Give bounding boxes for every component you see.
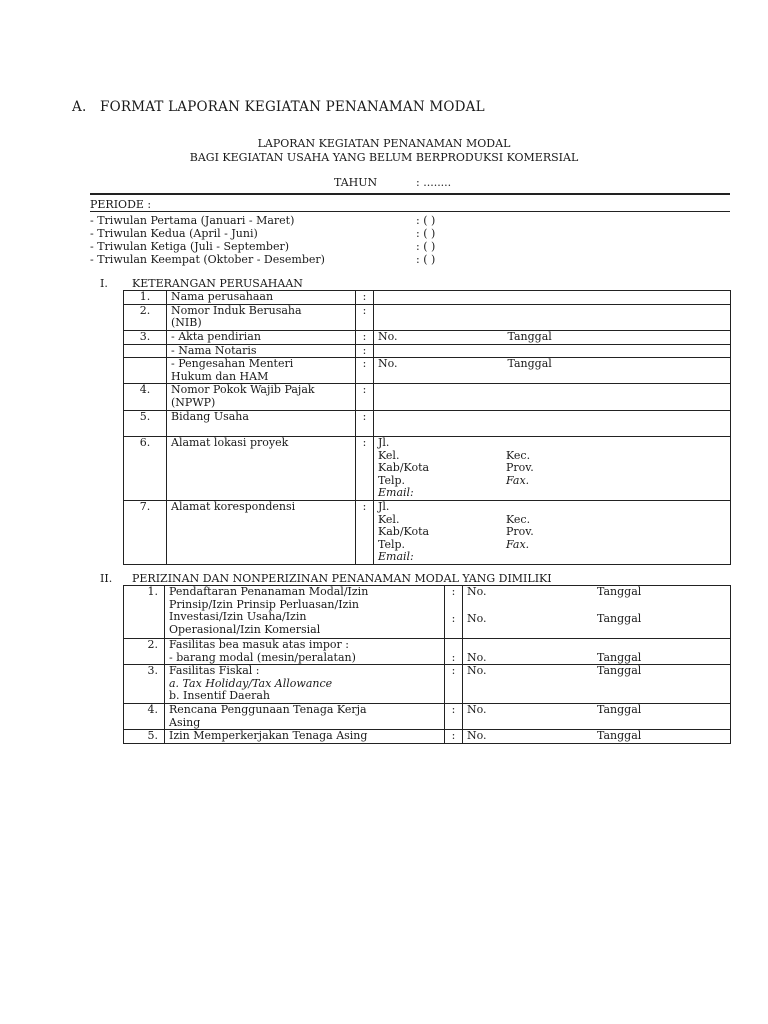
address-email: Email: — [378, 486, 414, 499]
row-label-line: Investasi/Izin Usaha/Izin — [169, 610, 307, 623]
address-kab-prov — [378, 526, 726, 539]
row-label-line: Asing — [169, 715, 201, 729]
row-label: Nama perusahaan — [167, 291, 356, 305]
periode-item-label: - Triwulan Pertama (Januari - Maret) — [90, 214, 295, 227]
no-label: No. — [467, 585, 487, 598]
row-number: 2. — [124, 639, 165, 665]
row-value-field[interactable] — [374, 304, 731, 330]
row-colon: : — [445, 665, 463, 704]
row-colon: : — [356, 291, 374, 305]
periode-item — [90, 253, 730, 266]
no-label: No. — [378, 357, 398, 370]
row-value-field[interactable] — [463, 665, 731, 704]
row-colon-b: : — [451, 611, 456, 625]
periode-item — [90, 214, 730, 227]
section-heading: FORMAT LAPORAN KEGIATAN PENANAMAN MODAL — [100, 99, 485, 115]
section2-title: PERIZINAN DAN NONPERIZINAN PENANAMAN MODAL YANG DIMILIKI — [132, 572, 552, 585]
address-jl: Jl. — [378, 500, 390, 513]
row-label-line: - Pengesahan Menteri — [171, 357, 294, 370]
row-value-field[interactable] — [463, 730, 731, 744]
row-value-field[interactable] — [463, 586, 731, 639]
address-telp: Telp. — [378, 473, 406, 487]
periode-item-label: - Triwulan Kedua (April - Juni) — [90, 227, 258, 240]
tanggal-label: Tanggal — [507, 357, 552, 370]
row-label — [165, 665, 445, 704]
periode-label: PERIODE : — [90, 198, 152, 211]
value-line-a — [467, 586, 726, 599]
top-rule — [90, 193, 730, 195]
row-colon: : — [445, 730, 463, 744]
address-block[interactable] — [374, 501, 731, 565]
row-label-line: Pendaftaran Penanaman Modal/Izin — [169, 585, 369, 598]
table-row — [124, 665, 731, 704]
table-row — [124, 730, 731, 744]
row-number: 2. — [124, 304, 167, 330]
table-row — [124, 330, 731, 344]
row-number — [124, 344, 167, 358]
periode-item — [90, 227, 730, 240]
address-kec: Kec. — [506, 512, 531, 526]
row-number — [124, 358, 167, 384]
row-number: 6. — [124, 437, 167, 501]
row-label-line: Operasional/Izin Komersial — [169, 622, 321, 636]
table-row — [124, 358, 731, 384]
row-label-line: Nomor Induk Berusaha — [171, 303, 302, 317]
row-label-line: Nomor Pokok Wajib Pajak — [171, 383, 315, 396]
address-fax: Fax. — [506, 473, 530, 487]
row-value-field[interactable] — [374, 358, 731, 384]
row-sublabel-insentif: b. Insentif Daerah — [169, 689, 270, 702]
address-fax: Fax. — [506, 537, 530, 551]
row-value-field[interactable] — [374, 330, 731, 344]
value-line-b — [467, 613, 726, 626]
no-label: No. — [467, 664, 487, 677]
tanggal-label: Tanggal — [597, 729, 642, 742]
table-row — [124, 344, 731, 358]
no-label: No. — [467, 703, 487, 716]
row-colon: : — [356, 304, 374, 330]
address-kel-kec — [378, 514, 726, 527]
row-value-field[interactable] — [374, 291, 731, 305]
address-prov: Prov. — [506, 461, 534, 474]
table-row — [124, 704, 731, 730]
row-value-field[interactable] — [463, 639, 731, 665]
periode-item-value: : ( ) — [416, 214, 436, 227]
row-colon: : — [356, 411, 374, 437]
row-label-line: (NPWP) — [171, 395, 216, 409]
row-label — [165, 586, 445, 639]
address-telp-fax — [378, 475, 726, 488]
table-row — [124, 437, 731, 501]
row-number: 4. — [124, 384, 167, 411]
section-letter: A. — [72, 99, 87, 115]
row-colon: : — [356, 501, 374, 565]
row-value-field[interactable] — [374, 344, 731, 358]
row-label-line: Prinsip/Izin Prinsip Perluasan/Izin — [169, 597, 359, 611]
table-row — [124, 639, 731, 665]
row-label-line: Fasilitas Fiskal : — [169, 664, 260, 677]
document-title-line1: LAPORAN KEGIATAN PENANAMAN MODAL — [257, 137, 511, 150]
section1-title: KETERANGAN PERUSAHAAN — [132, 277, 303, 290]
row-label: Izin Memperkerjakan Tenaga Asing — [165, 730, 445, 744]
address-telp-fax — [378, 539, 726, 552]
tanggal-label: Tanggal — [507, 329, 552, 343]
periode-item-value: : ( ) — [416, 227, 436, 240]
address-kab-prov — [378, 462, 726, 475]
periode-item-label: - Triwulan Keempat (Oktober - Desember) — [90, 253, 325, 266]
periode-item-label: - Triwulan Ketiga (Juli - September) — [90, 240, 290, 253]
section2-roman: II. — [100, 572, 113, 585]
periode-item — [90, 240, 730, 253]
address-block[interactable] — [374, 437, 731, 501]
row-label: Alamat lokasi proyek — [167, 437, 356, 501]
row-label: - Akta pendirian — [167, 330, 356, 344]
address-kab: Kab/Kota — [378, 525, 430, 538]
tanggal-label: Tanggal — [597, 650, 642, 664]
no-label: No. — [467, 611, 487, 625]
address-kab: Kab/Kota — [378, 461, 430, 474]
address-kel: Kel. — [378, 512, 400, 526]
table-row — [124, 586, 731, 639]
section1-roman: I. — [100, 277, 108, 290]
document-title-line2: BAGI KEGIATAN USAHA YANG BELUM BERPRODUKSI KOMERSIAL — [189, 151, 579, 164]
table-row — [124, 291, 731, 305]
row-colon: : — [356, 330, 374, 344]
row-colon: : — [356, 437, 374, 501]
row-colon: : — [445, 704, 463, 730]
row-number: 7. — [124, 501, 167, 565]
row-label — [165, 704, 445, 730]
row-colon-a: : — [451, 585, 456, 598]
row-label — [167, 384, 356, 411]
tahun-value: : ........ — [416, 176, 452, 189]
no-label: No. — [467, 729, 487, 742]
row-label: Alamat korespondensi — [167, 501, 356, 565]
row-label: Bidang Usaha — [167, 411, 356, 437]
row-label — [167, 358, 356, 384]
row-label — [167, 304, 356, 330]
row-number: 1. — [124, 586, 165, 639]
periode-item-value: : ( ) — [416, 253, 436, 266]
periode-rule — [90, 211, 730, 212]
address-prov: Prov. — [506, 525, 534, 538]
no-label: No. — [378, 329, 398, 343]
address-email: Email: — [378, 550, 414, 563]
row-value-field[interactable] — [463, 704, 731, 730]
row-number: 5. — [124, 411, 167, 437]
periode-item-value: : ( ) — [416, 240, 436, 253]
row-label-line: Fasilitas bea masuk atas impor : — [169, 638, 350, 651]
address-kel: Kel. — [378, 448, 400, 462]
address-kel-kec — [378, 450, 726, 463]
tanggal-label: Tanggal — [597, 703, 642, 716]
row-sublabel-tax-holiday: a. Tax Holiday/Tax Allowance — [169, 676, 333, 690]
row-value-field[interactable] — [374, 384, 731, 411]
row-value-field[interactable] — [374, 411, 731, 437]
row-colon — [445, 586, 463, 639]
company-info-table — [123, 290, 731, 565]
tanggal-label: Tanggal — [597, 664, 642, 677]
no-label: No. — [467, 650, 487, 664]
row-label-line: (NIB) — [171, 316, 202, 329]
row-colon: : — [445, 639, 463, 665]
row-label-line: Hukum dan HAM — [171, 369, 269, 383]
row-number: 5. — [124, 730, 165, 744]
row-label: - Nama Notaris — [167, 344, 356, 358]
table-row — [124, 501, 731, 565]
row-colon: : — [356, 384, 374, 411]
row-label-line: - barang modal (mesin/peralatan) — [169, 650, 356, 664]
table-row — [124, 384, 731, 411]
row-colon: : — [356, 358, 374, 384]
row-label-line: Rencana Penggunaan Tenaga Kerja — [169, 703, 367, 716]
row-number: 1. — [124, 291, 167, 305]
row-colon: : — [356, 344, 374, 358]
row-number: 3. — [124, 330, 167, 344]
tahun-label: TAHUN — [334, 176, 378, 189]
table-row — [124, 304, 731, 330]
permits-table — [123, 585, 731, 744]
row-label — [165, 639, 445, 665]
row-number: 4. — [124, 704, 165, 730]
tanggal-label: Tanggal — [597, 611, 642, 625]
table-row — [124, 411, 731, 437]
address-telp: Telp. — [378, 537, 406, 551]
tanggal-label: Tanggal — [597, 585, 642, 598]
address-jl: Jl. — [378, 436, 390, 449]
address-kec: Kec. — [506, 448, 531, 462]
row-number: 3. — [124, 665, 165, 704]
